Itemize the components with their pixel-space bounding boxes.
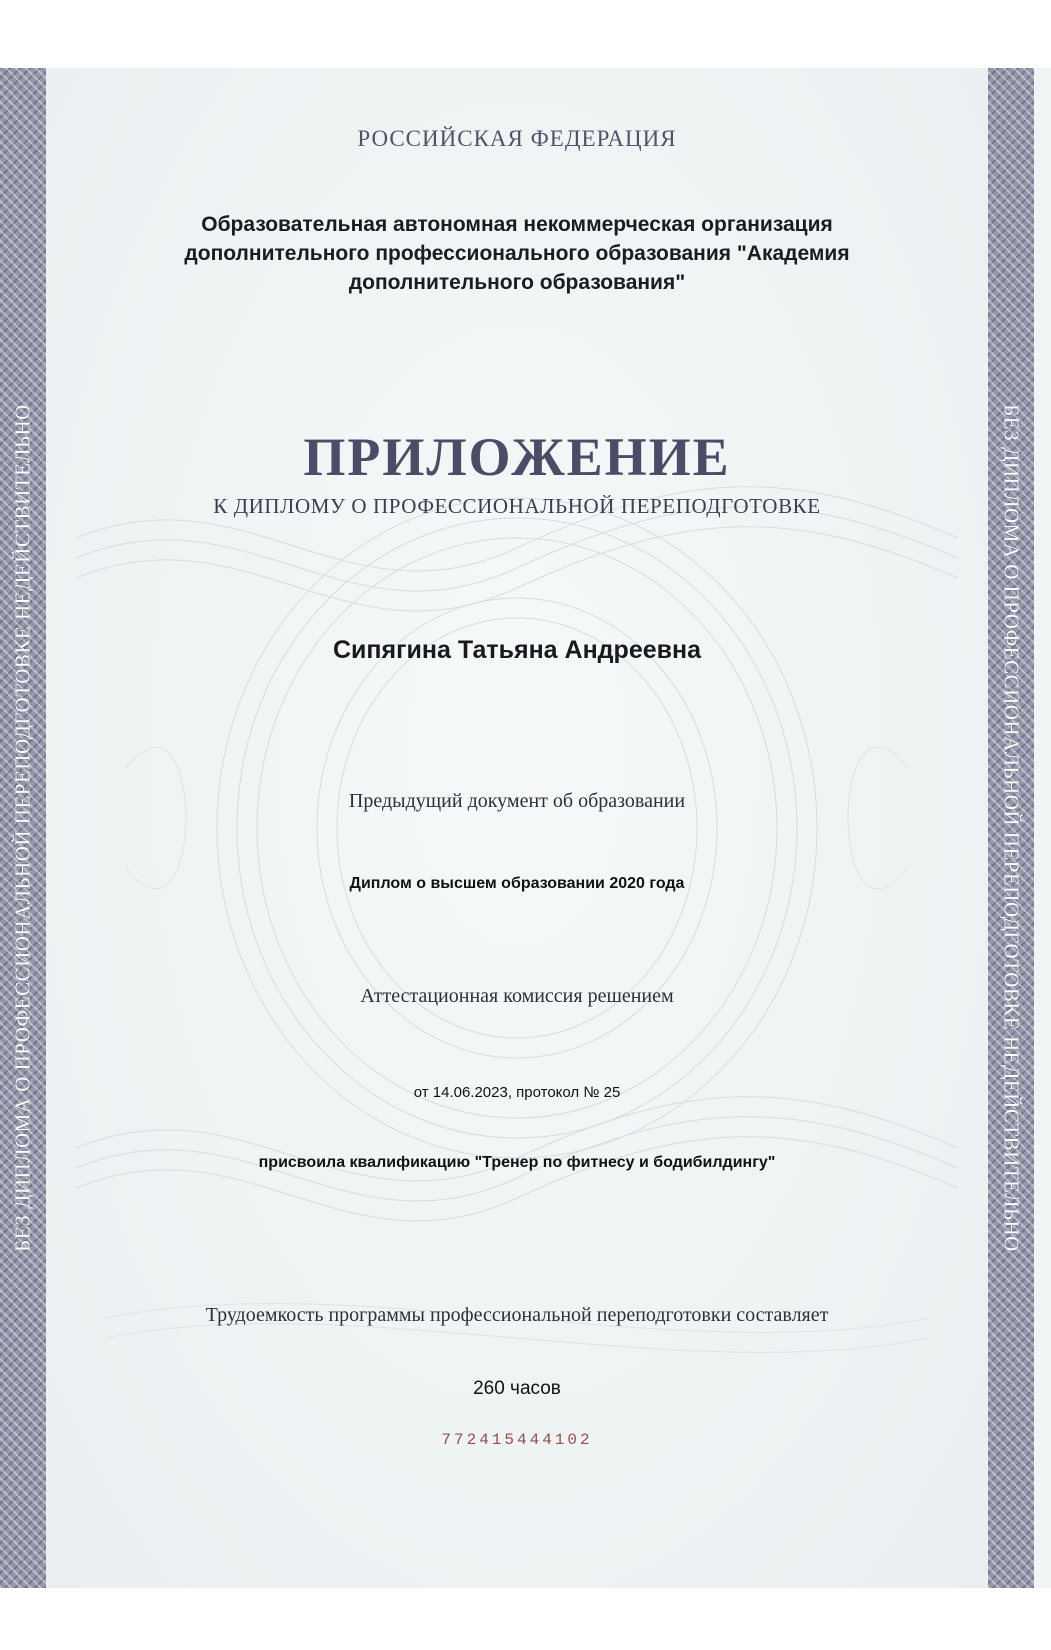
- program-hours: 260 часов: [473, 1378, 561, 1399]
- left-border-text: БЕЗ ДИПЛОМА О ПРОФЕССИОНАЛЬНОЙ ПЕРЕПОДГОТОВКЕ НЕДЕЙСТВИТЕЛЬНО: [10, 404, 35, 1252]
- holder-name: Сипягина Татьяна Андреевна: [332, 636, 702, 664]
- right-security-border: [988, 68, 1034, 1588]
- labor-intensity-label: Трудоемкость программы профессиональной переподготовки составляет: [205, 1304, 829, 1326]
- document-sheet: [0, 68, 1051, 1588]
- document-title: ПРИЛОЖЕНИЕ: [303, 427, 731, 487]
- organization-name: Образовательная автономная некоммерческая организация дополнительного профессионального образования "Академия дополнительного образования": [184, 213, 850, 294]
- country-name: РОССИЙСКАЯ ФЕДЕРАЦИЯ: [357, 126, 677, 151]
- serial-number: 772415444102: [441, 1431, 593, 1449]
- previous-document-value: Диплом о высшем образовании 2020 года: [349, 875, 685, 892]
- qualification-awarded: присвоила квалификацию "Тренер по фитнесу и бодибилдингу": [258, 1154, 776, 1171]
- document-subtitle: К ДИПЛОМУ О ПРОФЕССИОНАЛЬНОЙ ПЕРЕПОДГОТОВКЕ: [213, 494, 821, 518]
- previous-document-label: Предыдущий документ об образовании: [348, 790, 686, 812]
- right-border-text: БЕЗ ДИПЛОМА О ПРОФЕССИОНАЛЬНОЙ ПЕРЕПОДГОТОВКЕ НЕДЕЙСТВИТЕЛЬНО: [999, 404, 1024, 1252]
- commission-decision: от 14.06.2023, протокол № 25: [413, 1084, 621, 1101]
- document-paper: [46, 68, 988, 1588]
- left-security-border: [0, 68, 46, 1588]
- commission-label: Аттестационная комиссия решением: [360, 985, 674, 1007]
